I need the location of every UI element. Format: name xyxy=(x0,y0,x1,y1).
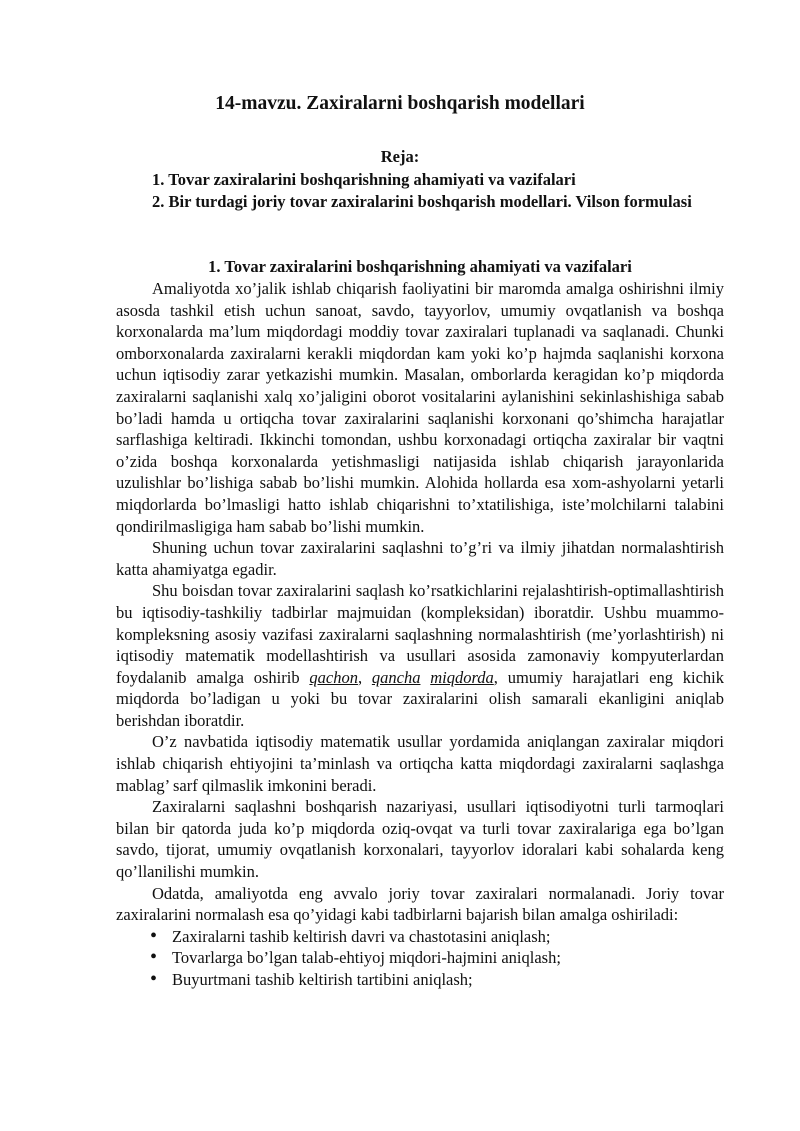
paragraph: Amaliyotda xo’jalik ishlab chiqarish faoliyatini bir maromda amalga oshirishni ilmiy asosda tashkil etish uchun sanoat, savdo, tayyorlov, umumiy ovqatlanish va boshqa korxonalarda ma’lum miqdordagi moddiy tovar zaxiralari tuplanadi va saqlanadi. Chunki omborxonalarda zaxiralarni kerakli miqdordan kam yoki ko’p hajmda saqlanishi korxona uchun iqtisodiy zarar yetkazishi mumkin. Masalan, omborlarda keragidan ko’p miqdorda zaxiralarni saqlanishi xalq xo’jaligini oborot vositalarini aylanishini sekinlashishiga sabab bo’ladi hamda u ortiqcha tovar zaxiralarini saqlanishi korxonani qo’shimcha harajatlar sarflashiga keltiradi. Ikkinchi tomondan, ushbu korxonadagi ortiqcha zaxiralar bir vaqtni o’zida boshqa korxonalarda yetishmasligi natijasida ishlab chiqarish jarayonlarida uzulishlar bo’lishiga sabab bo’lishi mumkin. Alohida hollarda esa xom-ashyolarni yetarli miqdorlarda bo’lmasligi hatto ishlab chiqarishni to’xtatilishiga, iste’molchilarni talabini qondirilmasligiga ham sabab bo’lishi mumkin. xyxy=(116,279,724,536)
page-title: 14-mavzu. Zaxiralarni boshqarish modellari xyxy=(215,93,585,114)
emphasis-link: miqdorda xyxy=(430,667,494,687)
plan-item: 2. Bir turdagi joriy tovar zaxiralarini boshqarish modellari. Vilson formulasi xyxy=(152,192,692,212)
paragraph: Shuning uchun tovar zaxiralarini saqlashni to’g’ri va ilmiy jihatdan normalashtirish katta ahamiyatga egadir. xyxy=(116,538,724,579)
bullet-item: • Tovarlarga bo’lgan talab-ehtiyoj miqdori-hajmini aniqlash; xyxy=(150,947,724,969)
paragraph: O’z navbatida iqtisodiy matematik usullar yordamida aniqlangan zaxiralar miqdori ishlab chiqarish ehtiyojini ta’minlash va ortiqcha katta miqdordagi zaxiralarni saqlashga mablag’ sarf qilmaslik imkonini beradi. xyxy=(116,732,724,795)
paragraph-text: Shu boisdan tovar zaxiralarini saqlash ko’rsatkichlarini rejalashtirish-optimallashtirish bu iqtisodiy-tashkiliy tadbirlar majmuidan (kompleksidan) iboratdir. Ushbu muammo-kompleksning asosiy vazifasi zaxiralarni saqlashning normalashtirish (me’yorlashtirish) ni iqtisodiy matematik modellashtirish va usullari asosida zamonaviy kompyuterlardan foydalanib amalga oshirib xyxy=(116,581,724,687)
bullet-item: • Zaxiralarni tashib keltirish davri va chastotasini aniqlash; xyxy=(150,926,724,948)
bullet-item: • Buyurtmani tashib keltirish tartibini aniqlash; xyxy=(150,969,724,991)
paragraph: Shu boisdan tovar zaxiralarini saqlash ko’rsatkichlarini rejalashtirish-optimallashtirish bu iqtisodiy-tashkiliy tadbirlar majmuidan (kompleksidan) iboratdir. Ushbu muammo-kompleksning asosiy vazifasi zaxiralarni saqlashning normalashtirish (me’yorlashtirish) ni iqtisodiy matematik modellashtirish va usullari asosida zamonaviy kompyuterlardan foydalanib amalga oshirib qachon, qancha miqdorda, umumiy harajatlari eng kichik miqdorda bo’ladigan u yoki bu tovar zaxiralarini olish samarali ekanligini aniqlab berishdan iboratdir. xyxy=(116,581,724,730)
paragraph: Odatda, amaliyotda eng avvalo joriy tovar zaxiralari normalanadi. Joriy tovar zaxiralarini normalash esa qo’yidagi kabi tadbirlarni bajarish bilan amalga oshiriladi: xyxy=(116,883,724,925)
paragraph-text: , umumiy harajatlari eng kichik miqdorda bo’ladigan u yoki bu tovar zaxiralarini olish samarali ekanligini aniqlab berishdan iboratdir. xyxy=(116,667,724,730)
section-heading: 1. Tovar zaxiralarini boshqarishning ahamiyati va vazifalari xyxy=(208,257,632,276)
emphasis-link: qancha xyxy=(371,667,421,687)
bullet-list xyxy=(116,926,724,991)
plan-heading: Reja: xyxy=(380,147,420,166)
emphasis-link: qachon xyxy=(309,667,358,687)
plan-list xyxy=(116,169,724,213)
section-body xyxy=(116,278,724,991)
plan-item: 1. Tovar zaxiralarini boshqarishning ahamiyati va vazifalari xyxy=(152,170,576,189)
paragraph: Zaxiralarni saqlashni boshqarish nazariyasi, usullari iqtisodiyotni turli tarmoqlari bilan bir qatorda juda ko’p miqdorda oziq-ovqat va turli tovar zaxiralariga ega bo’lgan savdo, tijorat, umumiy ovqatlanish korxonalari, tayyorlov idoralari kabi sohalarda keng qo’llanilishi mumkin. xyxy=(116,797,724,882)
